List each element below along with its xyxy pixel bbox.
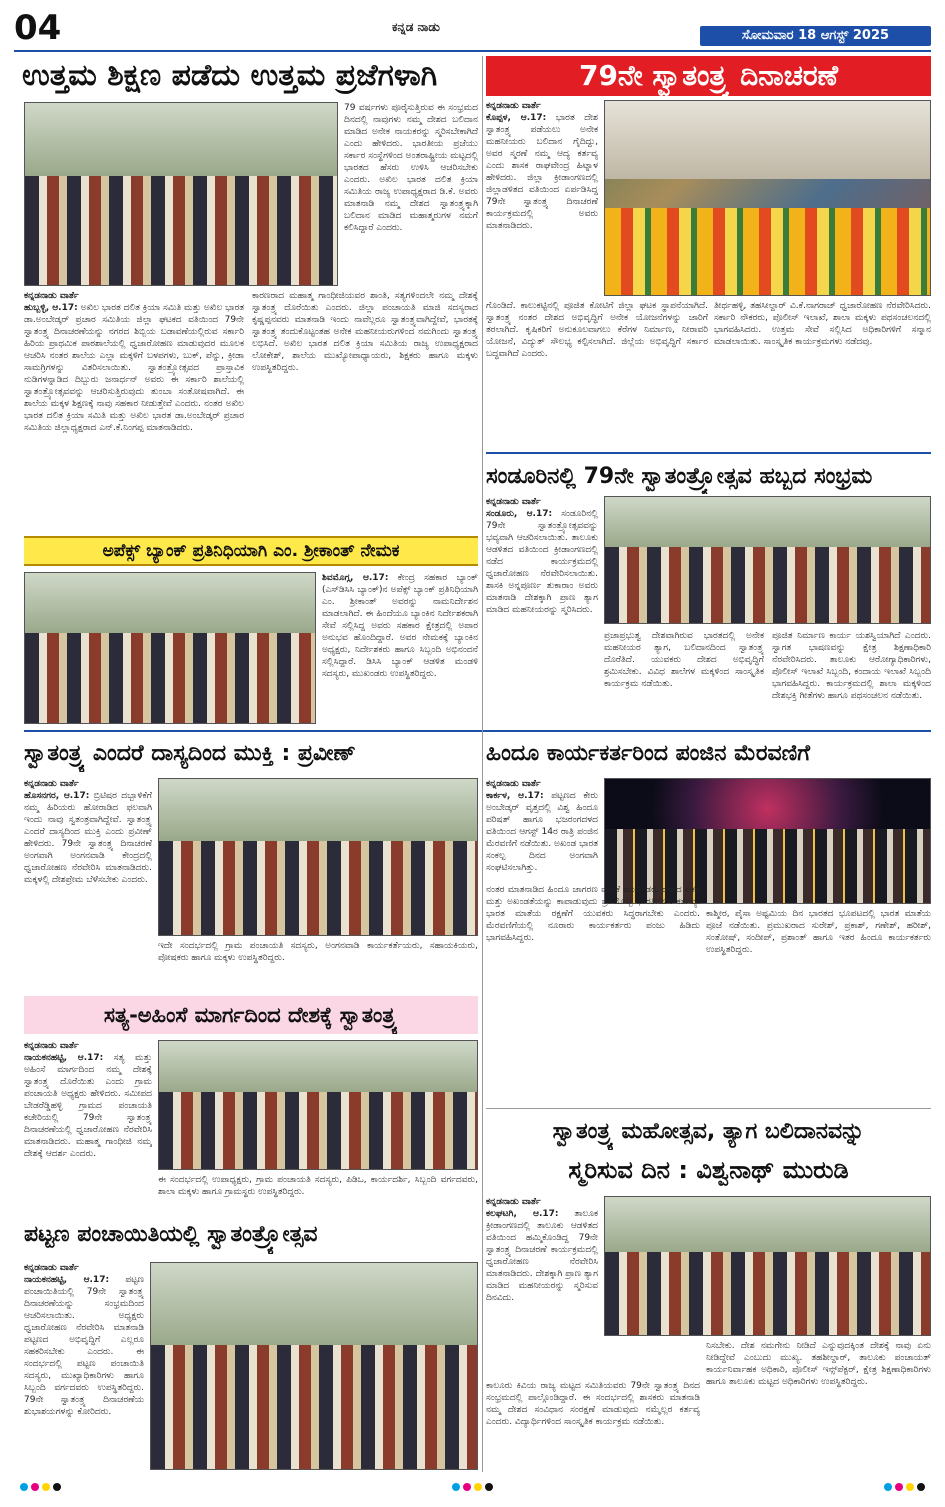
article-6-column-1 <box>486 884 700 1104</box>
article-6-side-text: ಪಟ್ಟಣದ ಕೇರು ಅಂಬೇಡ್ಕರ್ ವೃತ್ತದಲ್ಲಿ ವಿಶ್ವ ಹಿಂದೂ ಪರಿಷತ್ ಹಾಗೂ ಭಜರಂಗದಳದ ವತಿಯಿಂದ ಆಗಸ್ಟ್ 14ರ ರಾತ್ರಿ ಪಂಜಿನ ಮೆರವಣಿಗೆ ನಡೆಯಿತು. ಅಖಂಡ ಭಾರತ ಸಂಕಲ್ಪ ದಿನದ ಅಂಗವಾಗಿ ಸಂಘಟಿಸಲಾಗಿತ್ತು. <box>486 791 598 873</box>
article-9-photo <box>604 1196 931 1336</box>
article-9-dateline: ಕಲಘಟಗಿ, ಆ.17: <box>486 1209 559 1219</box>
issue-date: ಸೋಮವಾರ 18 ಆಗಸ್ಟ್ 2025 <box>700 26 931 46</box>
article-5-photo <box>158 778 478 936</box>
section-rule-2 <box>24 730 931 732</box>
article-8-body: ಪಟ್ಟಣ ಪಂಚಾಯಿತಿಯಲ್ಲಿ 79ನೇ ಸ್ವಾತಂತ್ರ್ಯ ದಿನಾಚರಣೆಯನ್ನು ಸಂಭ್ರಮದಿಂದ ಆಚರಿಸಲಾಯಿತು. ಅಧ್ಯಕ್ಷರು ಧ್ವಜಾರೋಹಣ ನೆರವೇರಿಸಿ ಮಾತನಾಡಿ ಪಟ್ಟಣದ ಅಭಿವೃದ್ಧಿಗೆ ಎಲ್ಲರೂ ಸಹಕರಿಸಬೇಕು ಎಂದರು. ಈ ಸಂದರ್ಭದಲ್ಲಿ ಪಟ್ಟಣ ಪಂಚಾಯಿತಿ ಸದಸ್ಯರು, ಮುಖ್ಯಾಧಿಕಾರಿಗಳು ಹಾಗೂ ಸಿಬ್ಬಂದಿ ವರ್ಗದವರು ಉಪಸ್ಥಿತರಿದ್ದರು. 79ನೇ ಸ್ವಾತಂತ್ರ್ಯ ದಿನಾಚರಣೆಯ ಶುಭಾಶಯಗಳನ್ನು ಕೋರಿದರು. <box>24 1275 144 1417</box>
article-2-side-column <box>486 100 598 300</box>
column-divider <box>482 56 483 1472</box>
article-9-headline-line-2: ಸ್ಮರಿಸುವ ದಿನ : ವಿಶ್ವನಾಥ್ ಮುರುಡಿ <box>568 1156 849 1184</box>
article-3-headline: ಸಂಡೂರಿನಲ್ಲಿ 79ನೇ ಸ್ವಾತಂತ್ರ್ಯೋತ್ಸವ ಹಬ್ಬದ ಸಂಭ್ರಮ <box>486 464 873 489</box>
cmyk-dots-center <box>452 1483 493 1491</box>
article-7-column-1 <box>24 1040 152 1210</box>
article-7-dateline: ನಾಯಕನಹಟ್ಟಿ, ಆ.17: <box>24 1053 104 1063</box>
article-4-photo <box>24 572 316 724</box>
cyan-dot <box>20 1483 28 1491</box>
article-3-byline: ಕನ್ನಡನಾಡು ವಾರ್ತೆ <box>486 497 541 507</box>
article-9-side-text: ತಾಲೂಕ ಕ್ರೀಡಾಂಗಣದಲ್ಲಿ ತಾಲೂಕು ಆಡಳಿತದ ವತಿಯಿಂದ ಹಮ್ಮಿಕೊಂಡಿದ್ದ 79ನೇ ಸ್ವಾತಂತ್ರ್ಯ ದಿನಾಚರಣೆ ಕಾರ್ಯಕ್ರಮದಲ್ಲಿ ಧ್ವಜಾರೋಹಣ ನೆರವೇರಿಸಿ ಮಾತನಾಡಿದರು. ದೇಶಕ್ಕಾಗಿ ಪ್ರಾಣ ತ್ಯಾಗ ಮಾಡಿದ ಮಹನೀಯರನ್ನು ಸ್ಮರಿಸುವ ದಿನವಿದು. <box>486 1209 598 1303</box>
article-4-body: ಕೇಂದ್ರ ಸಹಕಾರ ಬ್ಯಾಂಕ್ (ಎಸ್‌ಡಿಸಿಸಿ ಬ್ಯಾಂಕ್)ನ ಅಪೆಕ್ಸ್ ಬ್ಯಾಂಕ್ ಪ್ರತಿನಿಧಿಯಾಗಿ ಎಂ. ಶ್ರೀಕಾಂತ್ ಅವರನ್ನು ನಾಮನಿರ್ದೇಶನ ಮಾಡಲಾಗಿದೆ. ಈ ಹಿಂದೆಯೂ ಬ್ಯಾಂಕಿನ ನಿರ್ದೇಶಕರಾಗಿ ಸೇವೆ ಸಲ್ಲಿಸಿದ್ದ ಅವರು ಸಹಕಾರ ಕ್ಷೇತ್ರದಲ್ಲಿ ಅಪಾರ ಅನುಭವ ಹೊಂದಿದ್ದಾರೆ. ಅವರ ನೇಮಕಕ್ಕೆ ಬ್ಯಾಂಕಿನ ಅಧ್ಯಕ್ಷರು, ನಿರ್ದೇಶಕರು ಹಾಗೂ ಸಿಬ್ಬಂದಿ ಅಭಿನಂದನೆ ಸಲ್ಲಿಸಿದ್ದಾರೆ. ಡಿಸಿಸಿ ಬ್ಯಾಂಕ್ ಆಡಳಿತ ಮಂಡಳಿ ಸದಸ್ಯರು, ಮುಖಂಡರು ಉಪಸ್ಥಿತರಿದ್ದರು. <box>322 573 478 679</box>
cmyk-dots-right <box>884 1483 925 1491</box>
article-1-side-column <box>344 102 478 288</box>
article-6-headline: ಹಿಂದೂ ಕಾರ್ಯಕರ್ತರಿಂದ ಪಂಜಿನ ಮೆರವಣಿಗೆ <box>486 741 811 766</box>
article-3-side-text: ಸಂಡೂರಿನಲ್ಲಿ 79ನೇ ಸ್ವಾತಂತ್ರ್ಯೋತ್ಸವವನ್ನು ಭವ್ಯವಾಗಿ ಆಚರಿಸಲಾಯಿತು. ತಾಲೂಕು ಆಡಳಿತದ ವತಿಯಿಂದ ಕ್ರೀಡಾಂಗಣದಲ್ಲಿ ನಡೆದ ಕಾರ್ಯಕ್ರಮದಲ್ಲಿ ಧ್ವಜಾರೋಹಣ ನೆರವೇರಿಸಲಾಯಿತು. ಶಾಸಕಿ ಅನ್ನಪೂರ್ಣ ತುಕಾರಾಂ ಅವರು ಮಾತನಾಡಿ ದೇಶಕ್ಕಾಗಿ ಪ್ರಾಣ ತ್ಯಾಗ ಮಾಡಿದ ಮಹನೀಯರನ್ನು ಸ್ಮರಿಸಿದರು. <box>486 509 598 615</box>
article-2-photo <box>604 100 931 296</box>
black-dot <box>485 1483 493 1491</box>
article-3-dateline: ಸಂಡೂರು, ಆ.17: <box>486 509 553 519</box>
article-3-body-2: ಪೂಜಿತ ನಿರ್ಮಾಣ ಕಾರ್ಯ ಯಶಸ್ವಿಯಾಗಿದೆ ಎಂದರು. ಸ್ವಾಗತ ಭಾಷಣವನ್ನು ಕ್ಷೇತ್ರ ಶಿಕ್ಷಣಾಧಿಕಾರಿ ನೆರವೇರಿಸಿದರು. ತಾಲೂಕು ಆರೋಗ್ಯಾಧಿಕಾರಿಗಳು, ಪೊಲೀಸ್ ಇಲಾಖೆ ಸಿಬ್ಬಂದಿ, ಕಂದಾಯ ಇಲಾಖೆ ಸಿಬ್ಬಂದಿ ಭಾಗವಹಿಸಿದ್ದರು. ಕಾರ್ಯಕ್ರಮದಲ್ಲಿ ಶಾಲಾ ಮಕ್ಕಳಿಂದ ದೇಶಭಕ್ತಿ ಗೀತೆಗಳು ಹಾಗೂ ಪಥಸಂಚಲನ ನಡೆಯಿತು. <box>772 631 931 701</box>
article-6-body-2: ಕಾಶ್ಮೀರ, ಪೈಸಾ ಅಷ್ಟಮಿಯ ದಿನ ಭಾರತದ ಭೂಪಟದಲ್ಲಿ ಭಾರತ ಮಾತೆಯ ಪೂಜೆ ನಡೆಯಿತು. ಪ್ರಮುಖರಾದ ಸುರೇಶ್, ಪ್ರಕಾಶ್, ಗಣೇಶ್, ಹರೀಶ್, ಸಂತೋಷ್, ಸಂದೀಪ್, ಪ್ರಶಾಂತ್ ಹಾಗೂ ಇತರ ಹಿಂದೂ ಕಾರ್ಯಕರ್ತರು ಉಪಸ್ಥಿತರಿದ್ದರು. <box>706 909 931 955</box>
article-9-byline: ಕನ್ನಡನಾಡು ವಾರ್ತೆ <box>486 1197 541 1207</box>
article-7-headline: ಸತ್ಯ-ಅಹಿಂಸೆ ಮಾರ್ಗದಿಂದ ದೇಶಕ್ಕೆ ಸ್ವಾತಂತ್ರ್ಯ <box>24 996 478 1034</box>
article-1-photo <box>24 102 338 286</box>
section-rule <box>486 452 931 454</box>
article-3-column-2 <box>604 630 764 730</box>
article-8-byline: ಕನ್ನಡನಾಡು ವಾರ್ತೆ <box>24 1263 79 1273</box>
article-9-column-1 <box>486 1380 700 1472</box>
article-8-photo <box>150 1262 478 1470</box>
magenta-dot <box>895 1483 903 1491</box>
article-7-photo <box>158 1040 478 1170</box>
article-7-column-2 <box>158 1174 478 1212</box>
article-5-headline: ಸ್ವಾತಂತ್ರ್ಯ ಎಂದರೆ ದಾಸ್ಯದಿಂದ ಮುಕ್ತಿ : ಪ್ರವೀಣ್ <box>24 741 356 766</box>
magenta-dot <box>463 1483 471 1491</box>
article-9-headline-line-1: ಸ್ವಾತಂತ್ರ್ಯ ಮಹೋತ್ಸವ, ತ್ಯಾಗ ಬಲಿದಾನವನ್ನು <box>552 1119 865 1144</box>
article-2-side-text: ಭಾರತ ದೇಶ ಸ್ವಾತಂತ್ರ್ಯ ಪಡೆಯಲು ಅನೇಕ ಮಹನೀಯರು ಬಲಿದಾನ ಗೈದಿದ್ದು, ಅವರ ಸ್ಮರಣೆ ನಮ್ಮ ಆದ್ಯ ಕರ್ತವ್ಯ ಎಂದು ಶಾಸಕ ರಾಘವೇಂದ್ರ ಹಿಟ್ನಾಳ ಹೇಳಿದರು. ಜಿಲ್ಲಾ ಕ್ರೀಡಾಂಗಣದಲ್ಲಿ ಜಿಲ್ಲಾಡಳಿತದ ವತಿಯಿಂದ ಏರ್ಪಡಿಸಿದ್ದ 79ನೇ ಸ್ವಾತಂತ್ರ್ಯ ದಿನಾಚರಣೆ ಕಾರ್ಯಕ್ರಮದಲ್ಲಿ ಅವರು ಮಾತನಾಡಿದರು. <box>486 113 598 231</box>
article-1-body-2: ಕಾರಣರಾದ ಮಹಾತ್ಮ ಗಾಂಧೀಜಿಯವರ ಶಾಂತಿ, ಸತ್ಯಗಳಿಂದಲೇ ನಮ್ಮ ದೇಶಕ್ಕೆ ಸ್ವಾತಂತ್ರ್ಯ ದೊರೆಯಿತು ಎಂದರು. ಜಿಲ್ಲಾ ಪಂಚಾಯತಿ ಮಾಜಿ ಸದಸ್ಯರಾದ ಕೃಷ್ಣಪ್ಪನವರು ಮಾತನಾಡಿ ಇಂದು ನಾವೆಲ್ಲರೂ ಸ್ವಾತಂತ್ರ್ಯವಾಗಿದ್ದೇವೆ, ಭಾರತಕ್ಕೆ ಸ್ವಾತಂತ್ರ್ಯ ತಂದುಕೊಟ್ಟಂತಹ ಅನೇಕ ಮಹನೀಯರುಗಳಿಂದ ನಮಗಿಂದು ಸ್ವಾತಂತ್ರ್ಯ ಲಭಿಸಿದೆ. ಅಖಿಲ ಭಾರತ ದಲಿತ ಕ್ರಿಯಾ ಸಮಿತಿಯ ರಾಜ್ಯ ಉಪಾಧ್ಯಕ್ಷರಾದ ಲೋಕೇಶ್, ಶಾಲೆಯ ಮುಖ್ಯೋಪಾಧ್ಯಾಯರು, ಶಿಕ್ಷಕರು ಹಾಗೂ ಮಕ್ಕಳು ಉಪಸ್ಥಿತರಿದ್ದರು. <box>252 291 478 373</box>
black-dot <box>53 1483 61 1491</box>
article-2-column-1 <box>486 300 708 445</box>
article-4-column <box>322 572 478 724</box>
article-6-side-column <box>486 778 598 878</box>
article-9-side-column <box>486 1196 598 1376</box>
article-8-column <box>24 1262 144 1472</box>
article-3-body: ಪ್ರಜಾಪ್ರಭುತ್ವ ದೇಶವಾಗಿರುವ ಭಾರತದಲ್ಲಿ ಅನೇಕ ಮಹನೀಯರ ತ್ಯಾಗ, ಬಲಿದಾನದಿಂದ ಸ್ವಾತಂತ್ರ್ಯ ದೊರೆತಿದೆ. ಯುವಕರು ದೇಶದ ಅಭಿವೃದ್ಧಿಗೆ ಶ್ರಮಿಸಬೇಕು. ವಿವಿಧ ಶಾಲೆಗಳ ಮಕ್ಕಳಿಂದ ಸಾಂಸ್ಕೃತಿಕ ಕಾರ್ಯಕ್ರಮ ನಡೆಯಿತು. <box>604 631 764 689</box>
article-7-body: ಸತ್ಯ ಮತ್ತು ಅಹಿಂಸೆ ಮಾರ್ಗದಿಂದ ನಮ್ಮ ದೇಶಕ್ಕೆ ಸ್ವಾತಂತ್ರ್ಯ ದೊರೆಯಿತು ಎಂದು ಗ್ರಾಮ ಪಂಚಾಯತಿ ಅಧ್ಯಕ್ಷರು ಹೇಳಿದರು. ಸಮೀಪದ ಬೇಡರೆಡ್ಡಿಹಳ್ಳಿ ಗ್ರಾಮದ ಪಂಚಾಯತಿ ಕಚೇರಿಯಲ್ಲಿ 79ನೇ ಸ್ವಾತಂತ್ರ್ಯ ದಿನಾಚರಣೆಯಲ್ಲಿ ಧ್ವಜಾರೋಹಣ ನೆರವೇರಿಸಿ ಮಾತನಾಡಿದರು. ಮಹಾತ್ಮ ಗಾಂಧೀಜಿ ನಮ್ಮ ದೇಶಕ್ಕೆ ಆದರ್ಶ ಎಂದರು. <box>24 1053 152 1159</box>
article-5-column-1 <box>24 778 152 988</box>
article-3-side-column <box>486 496 598 634</box>
article-1-byline: ಕನ್ನಡನಾಡು ವಾರ್ತೆ <box>24 291 79 301</box>
cyan-dot <box>884 1483 892 1491</box>
article-6-byline: ಕನ್ನಡನಾಡು ವಾರ್ತೆ <box>486 779 541 789</box>
yellow-dot <box>474 1483 482 1491</box>
article-8-headline: ಪಟ್ಟಣ ಪಂಚಾಯಿತಿಯಲ್ಲಿ ಸ್ವಾತಂತ್ರ್ಯೋತ್ಸವ <box>24 1222 318 1247</box>
black-dot <box>917 1483 925 1491</box>
article-5-byline: ಕನ್ನಡನಾಡು ವಾರ್ತೆ <box>24 779 79 789</box>
article-2-headline: 79ನೇ ಸ್ವಾತಂತ್ರ್ಯ ದಿನಾಚರಣೆ <box>486 56 931 96</box>
article-1-column-1 <box>24 290 244 530</box>
article-4-byline: ಶಿವಮೊಗ್ಗ, ಆ.17: <box>322 573 389 583</box>
article-9-column-2 <box>706 1340 931 1472</box>
article-2-dateline: ಕೊಪ್ಪಳ, ಆ.17: <box>486 113 547 123</box>
print-registration-strip <box>20 1480 925 1494</box>
article-2-byline: ಕನ್ನಡನಾಡು ವಾರ್ತೆ <box>486 101 541 111</box>
page-number: 04 <box>14 8 62 48</box>
article-3-column-3 <box>772 630 931 730</box>
article-9-body-2: ನಿಸಬೇಕು. ದೇಶ ನಮಗೇನು ನೀಡಿದೆ ಎನ್ನುವುದಕ್ಕಿಂತ ದೇಶಕ್ಕೆ ನಾವು ಏನು ನೀಡಿದ್ದೇವೆ ಎಂಬುದು ಮುಖ್ಯ. ತಹಶೀಲ್ದಾರ್, ತಾಲೂಕು ಪಂಚಾಯತ್ ಕಾರ್ಯನಿರ್ವಾಹಕ ಅಧಿಕಾರಿ, ಪೊಲೀಸ್ ಇನ್ಸ್‌ಪೆಕ್ಟರ್, ಕ್ಷೇತ್ರ ಶಿಕ್ಷಣಾಧಿಕಾರಿಗಳು ಹಾಗೂ ತಾಲೂಕು ಮಟ್ಟದ ಅಧಿಕಾರಿಗಳು ಉಪಸ್ಥಿತರಿದ್ದರು. <box>706 1341 931 1387</box>
yellow-dot <box>906 1483 914 1491</box>
article-1-column-2 <box>252 290 478 530</box>
article-1-dateline: ಹುಬ್ಬಳ್ಳಿ, ಆ.17: <box>24 303 78 313</box>
article-5-body: ಬ್ರಿಟಿಷರ ದಬ್ಬಾಳಿಕೆಗೆ ನಮ್ಮ ಹಿರಿಯರು ಹೋರಾಡಿದ ಫಲವಾಗಿ ಇಂದು ನಾವು ಸ್ವತಂತ್ರವಾಗಿದ್ದೇವೆ. ಸ್ವಾತಂತ್ರ್ಯ ಎಂದರೆ ದಾಸ್ಯದಿಂದ ಮುಕ್ತಿ ಎಂದು ಪ್ರವೀಣ್ ಹೇಳಿದರು. 79ನೇ ಸ್ವಾತಂತ್ರ್ಯ ದಿನಾಚರಣೆ ಅಂಗವಾಗಿ ಅಂಗನವಾಡಿ ಕೇಂದ್ರದಲ್ಲಿ ಧ್ವಜಾರೋಹಣ ನೆರವೇರಿಸಿ ಮಾತನಾಡಿದರು. ಮಕ್ಕಳಲ್ಲಿ ದೇಶಪ್ರೇಮ ಬೆಳೆಸಬೇಕು ಎಂದರು. <box>24 791 152 885</box>
article-6-column-2 <box>706 908 931 1104</box>
header-rule <box>14 50 931 52</box>
article-5-body-2: ಇದೇ ಸಂದರ್ಭದಲ್ಲಿ ಗ್ರಾಮ ಪಂಚಾಯತಿ ಸದಸ್ಯರು, ಅಂಗನವಾಡಿ ಕಾರ್ಯಕರ್ತೆಯರು, ಸಹಾಯಕಿಯರು, ಪೋಷಕರು ಹಾಗೂ ಮಕ್ಕಳು ಉಪಸ್ಥಿತರಿದ್ದರು. <box>158 941 478 963</box>
article-1-side-text: 79 ವರ್ಷಗಳು ಪೂರೈಸುತ್ತಿರುವ ಈ ಸಂಭ್ರಮದ ದಿನದಲ್ಲಿ ನಾವುಗಳು ನಮ್ಮ ದೇಶದ ಬಲಿದಾನ ಮಾಡಿದ ಅನೇಕ ನಾಯಕರನ್ನು ಸ್ಮರಿಸಬೇಕಾಗಿದೆ ಎಂದು ಹೇಳಿದರು. ಭಾರತೀಯ ಪ್ರಜೆಯು ಸರ್ಕಾರ ಸಂಸ್ಥೆಗಳಿಂದ ಅಂತರಾಷ್ಟ್ರೀಯ ಮಟ್ಟದಲ್ಲಿ ಭಾರತದ ಹೆಸರು ಉಳಿಸಿ ಆಚರಿಸಬೇಕು ಎಂದರು. ಅಖಿಲ ಭಾರತ ದಲಿತ ಕ್ರಿಯಾ ಸಮಿತಿಯ ರಾಜ್ಯ ಉಪಾಧ್ಯಕ್ಷರಾದ ಡಿ.ಕೆ. ಅವರು ಮಾತನಾಡಿ ನಮ್ಮ ದೇಶದ ಸ್ವಾತಂತ್ರ್ಯಕ್ಕಾಗಿ ಬಲಿದಾನ ಮಾಡಿದ ಮಹಾತ್ಮರುಗಳ ನಮಗೆ ಕಲಿಸಿದ್ದಾರೆ ಎಂದರು. <box>344 103 478 233</box>
article-8-dateline: ನಾಯಕನಹಟ್ಟಿ, ಆ.17: <box>24 1275 110 1285</box>
article-5-dateline: ಹೊಸನಗರ, ಆ.17: <box>24 791 90 801</box>
article-3-photo <box>604 496 931 624</box>
article-1-headline: ಉತ್ತಮ ಶಿಕ್ಷಣ ಪಡೆದು ಉತ್ತಮ ಪ್ರಜೆಗಳಾಗಿ <box>22 58 438 93</box>
yellow-dot <box>42 1483 50 1491</box>
article-7-body-2: ಈ ಸಂದರ್ಭದಲ್ಲಿ ಉಪಾಧ್ಯಕ್ಷರು, ಗ್ರಾಮ ಪಂಚಾಯತಿ ಸದಸ್ಯರು, ಪಿಡಿಒ, ಕಾರ್ಯದರ್ಶಿ, ಸಿಬ್ಬಂದಿ ವರ್ಗದವರು, ಶಾಲಾ ಮಕ್ಕಳು ಹಾಗೂ ಗ್ರಾಮಸ್ಥರು ಉಪಸ್ಥಿತರಿದ್ದರು. <box>158 1175 478 1197</box>
article-1-body: ಅಖಿಲ ಭಾರತ ದಲಿತ ಕ್ರಿಯಾ ಸಮಿತಿ ಮತ್ತು ಅಖಿಲ ಭಾರತ ಡಾ.ಅಂಬೇಡ್ಕರ್ ಪ್ರಚಾರ ಸಮಿತಿಯ ಜಿಲ್ಲಾ ಘಟಕದ ವತಿಯಿಂದ 79ನೇ ಸ್ವಾತಂತ್ರ್ಯ ದಿನಾಚರಣೆಯನ್ನು ನಗರದ ಶಿಬ್ಬಿಯ ಬಡಾವಣೆಯಲ್ಲಿರುವ ಸರ್ಕಾರಿ ಹಿರಿಯ ಪ್ರಾಥಮಿಕ ಪಾಠಶಾಲೆಯಲ್ಲಿ ಧ್ವಜಾರೋಹಣ ಮಾಡುವುದರ ಮೂಲಕ ಆಚರಿಸಿ ನಂತರ ಶಾಲೆಯ ಎಲ್ಲಾ ಮಕ್ಕಳಿಗೆ ಬಳಪಗಳು, ಬುಕ್, ಪೆನ್ನು, ಕ್ರೀಡಾ ಸಾಮಗ್ರಿಗಳನ್ನು ವಿತರಿಸಲಾಯಿತು. ಸ್ವಾತಂತ್ರ್ಯೋತ್ಸವದ ಪ್ರಾಸ್ತಾವಿಕ ನುಡಿಗಳನ್ನಾಡಿದ ದಿಬ್ಬುರು ಜನಾರ್ಧನ್ ಅವರು ಈ ಸರ್ಕಾರಿ ಶಾಲೆಯಲ್ಲಿ ಸ್ವಾತಂತ್ರ್ಯೋತ್ಸವವನ್ನು ಆಚರಿಸುತ್ತಿರುವುದು ತುಂಬಾ ಸಂತೋಷವಾಗಿದೆ. ಈ ಶಾಲೆಯ ಮಕ್ಕಳ ಶಿಕ್ಷಣಕ್ಕೆ ನಾವು ಸಹಕಾರ ನೀಡುತ್ತೇವೆ ಎಂದರು. ನಂತರ ಅಖಿಲ ಭಾರತ ದಲಿತ ಕ್ರಿಯಾ ಸಮಿತಿ ಮತ್ತು ಅಖಿಲ ಭಾರತ ಡಾ.ಅಂಬೇಡ್ಕರ್ ಪ್ರಚಾರ ಸಮಿತಿಯ ಜಿಲ್ಲಾಧ್ಯಕ್ಷರಾದ ಎನ್.ಕೆ.ನಿಂಗಪ್ಪ ಮಾತನಾಡಿದರು. <box>24 303 244 433</box>
section-rule-3 <box>486 1108 931 1109</box>
cyan-dot <box>452 1483 460 1491</box>
article-2-body: ಗೊಂಡಿದೆ. ಕಾಲುಕಟ್ಟಿನಲ್ಲಿ ಪೂಜಿತ ಕೋಟಿಗೆ ಜಿಲ್ಲಾ ಘಟಕ ಸ್ಥಾಪನೆಯಾಗಿದೆ. ಸ್ವಾತಂತ್ರ್ಯ ನಂತರ ದೇಶದ ಅಭಿವೃದ್ಧಿಗೆ ಅನೇಕ ಯೋಜನೆಗಳನ್ನು ಜಾರಿಗೆ ತರಲಾಗಿದೆ. ಕೃಷಿಕರಿಗೆ ಅನುಕೂಲವಾಗಲು ಕೆರೆಗಳ ನಿರ್ಮಾಣ, ನೀರಾವರಿ ಯೋಜನೆ, ವಿದ್ಯುತ್ ಸೌಲಭ್ಯ ಕಲ್ಪಿಸಲಾಗಿದೆ. ಜಿಲ್ಲೆಯ ಅಭಿವೃದ್ಧಿಗೆ ಸರ್ಕಾರ ಬದ್ಧವಾಗಿದೆ ಎಂದರು. <box>486 301 708 359</box>
article-9-body: ಕಾಲೂರು ಕಿವಿಯ ರಾಜ್ಯ ಮಟ್ಟದ ಸಮಿತಿಯವರು 79ನೇ ಸ್ವಾತಂತ್ರ್ಯ ದಿನದ ಸಂಭ್ರಮದಲ್ಲಿ ಪಾಲ್ಗೊಂಡಿದ್ದಾರೆ. ಈ ಸಂದರ್ಭದಲ್ಲಿ ಶಾಸಕರು ಮಾತನಾಡಿ ನಮ್ಮ ದೇಶದ ಸಂವಿಧಾನ ಸಂರಕ್ಷಣೆ ಮಾಡುವುದು ನಮ್ಮೆಲ್ಲರ ಕರ್ತವ್ಯ ಎಂದರು. ವಿದ್ಯಾರ್ಥಿಗಳಿಂದ ಸಾಂಸ್ಕೃತಿಕ ಕಾರ್ಯಕ್ರಮ ನಡೆಯಿತು. <box>486 1381 700 1427</box>
article-7-byline: ಕನ್ನಡನಾಡು ವಾರ್ತೆ <box>24 1041 79 1051</box>
article-6-dateline: ಕಾರ್ಕಳ, ಆ.17: <box>486 791 544 801</box>
paper-logo: ಕನ್ನಡ ನಾಡು <box>392 20 440 34</box>
article-2-column-2 <box>714 300 931 445</box>
cmyk-dots-left <box>20 1483 61 1491</box>
article-6-body: ನಂತರ ಮಾತನಾಡಿದ ಹಿಂದೂ ಜಾಗರಣ ವೇದಿಕೆ ಮುಖಂಡರು ದೇಶದ ಏಕತೆ ಮತ್ತು ಅಖಂಡತೆಯನ್ನು ಕಾಪಾಡುವುದು ಪ್ರತಿಯೊಬ್ಬ ಭಾರತೀಯನ ಕರ್ತವ್ಯ. ಭಾರತ ಮಾತೆಯ ರಕ್ಷಣೆಗೆ ಯುವಕರು ಸಿದ್ಧರಾಗಬೇಕು ಎಂದರು. ಮೆರವಣಿಗೆಯಲ್ಲಿ ನೂರಾರು ಕಾರ್ಯಕರ್ತರು ಪಂಜು ಹಿಡಿದು ಭಾಗವಹಿಸಿದ್ದರು. <box>486 885 700 943</box>
article-2-body-2: ತೀರ್ಥಹಳ್ಳಿ, ತಹಸೀಲ್ದಾರ್ ವಿ.ಕೆ.ನಾಗರಾಜ್ ಧ್ವಜಾರೋಹಣ ನೆರವೇರಿಸಿದರು. ಸರ್ಕಾರಿ ನೌಕರರು, ಪೊಲೀಸ್ ಇಲಾಖೆ, ಶಾಲಾ ಮಕ್ಕಳು ಪಥಸಂಚಲನದಲ್ಲಿ ಭಾಗವಹಿಸಿದರು. ಉತ್ತಮ ಸೇವೆ ಸಲ್ಲಿಸಿದ ಅಧಿಕಾರಿಗಳಿಗೆ ಸನ್ಮಾನ ಮಾಡಲಾಯಿತು. ಸಾಂಸ್ಕೃತಿಕ ಕಾರ್ಯಕ್ರಮಗಳು ನಡೆದವು. <box>714 301 931 347</box>
article-5-column-2 <box>158 940 478 990</box>
article-4-headline: ಅಪೆಕ್ಸ್ ಬ್ಯಾಂಕ್ ಪ್ರತಿನಿಧಿಯಾಗಿ ಎಂ. ಶ್ರೀಕಾಂತ್ ನೇಮಕ <box>24 536 478 566</box>
magenta-dot <box>31 1483 39 1491</box>
